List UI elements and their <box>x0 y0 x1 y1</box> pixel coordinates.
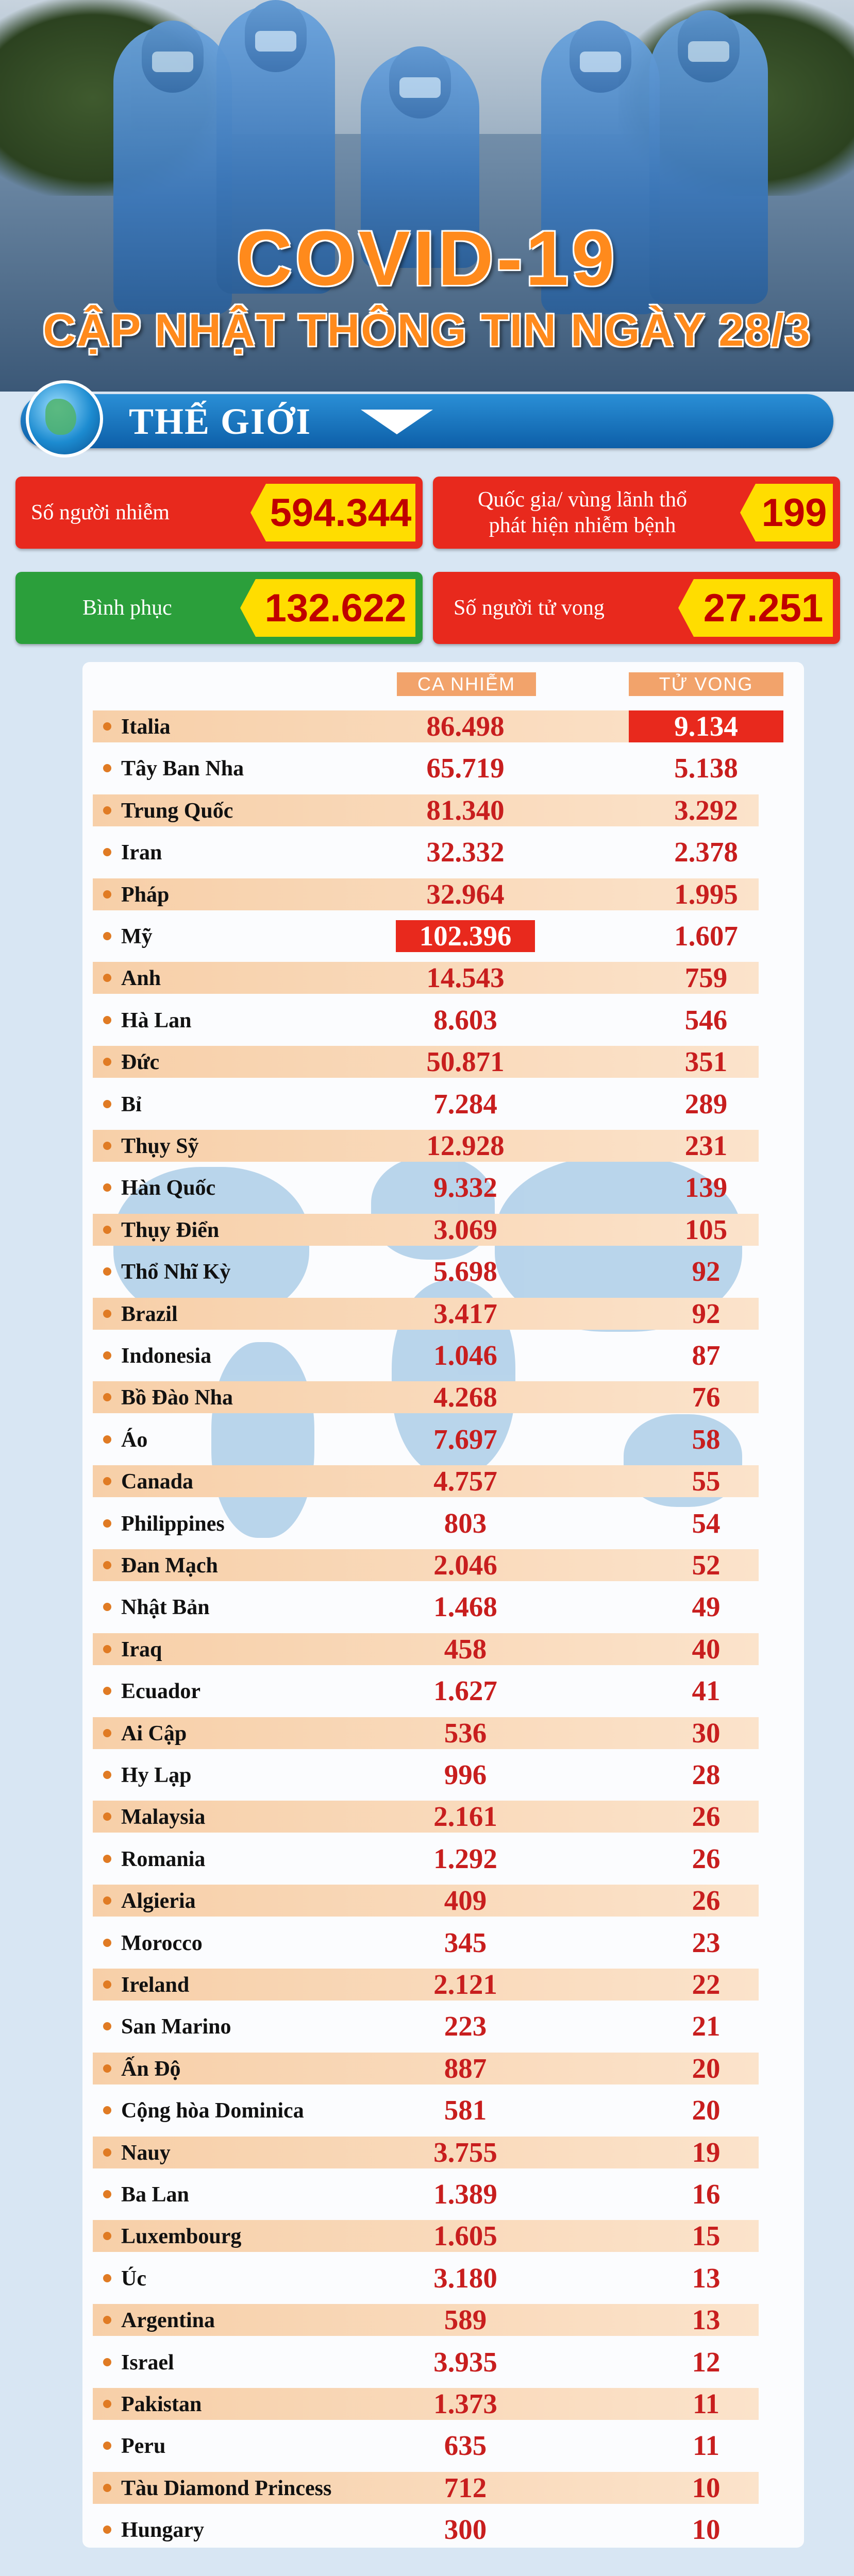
country-name: Hàn Quốc <box>121 1176 216 1200</box>
country-cases: 409 <box>444 1885 487 1917</box>
country-name: Hà Lan <box>121 1008 192 1032</box>
country-name: Úc <box>121 2266 146 2291</box>
table-row <box>93 1337 759 1374</box>
country-name: Ấn Độ <box>121 2057 181 2081</box>
country-name: Italia <box>121 715 171 739</box>
country-cases: 102.396 <box>396 920 535 952</box>
country-cases: 458 <box>444 1633 487 1665</box>
bullet-icon <box>103 1435 111 1444</box>
infected-label: Số người nhiễm <box>31 500 170 524</box>
bullet-icon <box>103 1939 111 1947</box>
country-name: Hy Lạp <box>121 1764 192 1787</box>
country-name: Áo <box>121 1428 148 1452</box>
country-name: Morocco <box>121 1931 203 1955</box>
table-row <box>93 1967 759 2003</box>
country-deaths: 20 <box>692 2094 721 2126</box>
country-cases: 996 <box>444 1759 487 1790</box>
bullet-icon <box>103 1351 111 1360</box>
bullet-icon <box>103 1226 111 1234</box>
country-deaths: 92 <box>692 1256 721 1287</box>
country-deaths: 54 <box>692 1507 721 1539</box>
country-cases: 345 <box>444 1926 487 1958</box>
country-cases: 2.161 <box>433 1801 497 1833</box>
country-name: Malaysia <box>121 1805 206 1829</box>
country-deaths: 546 <box>684 1004 728 1036</box>
chevron-down-icon <box>361 410 433 434</box>
country-deaths: 26 <box>692 1842 721 1874</box>
country-cases: 7.697 <box>433 1423 497 1455</box>
country-name: Đan Mạch <box>121 1554 218 1578</box>
country-deaths: 11 <box>693 2430 719 2462</box>
country-deaths: 11 <box>693 2388 719 2419</box>
table-row <box>93 1253 759 1290</box>
recovered-label: Bình phục <box>82 596 172 620</box>
country-deaths: 289 <box>684 1088 728 1120</box>
table-row <box>93 1715 759 1751</box>
country-cases: 3.180 <box>433 2262 497 2294</box>
bullet-icon <box>103 1771 111 1779</box>
recovered-value: 132.622 <box>256 579 415 637</box>
bullet-icon <box>103 932 111 940</box>
bullet-icon <box>103 1729 111 1737</box>
country-deaths: 23 <box>692 1926 721 1958</box>
page-title: COVID-19 <box>236 215 618 301</box>
table-row <box>93 918 759 954</box>
table-row <box>93 2134 759 2171</box>
table-row <box>93 1547 759 1583</box>
country-cases: 1.605 <box>433 2220 497 2252</box>
bullet-icon <box>103 2400 111 2408</box>
table-row <box>93 2344 759 2380</box>
country-cases: 3.069 <box>433 1213 497 1245</box>
country-name: Anh <box>121 967 161 991</box>
country-name: Trung Quốc <box>121 799 233 823</box>
country-cases: 3.935 <box>433 2346 497 2378</box>
country-deaths: 231 <box>684 1130 728 1161</box>
bullet-icon <box>103 1310 111 1318</box>
country-deaths: 759 <box>684 962 728 994</box>
country-deaths: 52 <box>692 1549 721 1581</box>
table-row <box>93 1841 759 1877</box>
country-deaths: 351 <box>684 1046 728 1078</box>
country-name: Algieria <box>121 1889 196 1913</box>
countries-stat <box>433 477 840 549</box>
country-deaths: 76 <box>692 1381 721 1413</box>
country-cases: 581 <box>444 2094 487 2126</box>
globe-icon <box>26 380 103 457</box>
country-name: Nauy <box>121 2141 171 2165</box>
country-cases: 1.627 <box>433 1675 497 1707</box>
country-cases: 32.332 <box>426 836 505 868</box>
country-name: Bỉ <box>121 1092 142 1116</box>
country-deaths: 13 <box>692 2304 721 2336</box>
country-cases: 5.698 <box>433 1256 497 1287</box>
infected-value: 594.344 <box>266 484 415 541</box>
country-cases: 65.719 <box>426 752 505 784</box>
page-subtitle: CẬP NHẬT THÔNG TIN NGÀY 28/3 <box>43 304 811 355</box>
country-name: Bồ Đào Nha <box>121 1386 233 1410</box>
country-cases: 1.373 <box>433 2388 497 2419</box>
table-row <box>93 1883 759 1919</box>
table-row <box>93 2176 759 2212</box>
country-name: Tây Ban Nha <box>121 757 244 781</box>
countries-label-2: phát hiện nhiễm bệnh <box>489 514 676 537</box>
table-row <box>93 1296 759 1332</box>
country-deaths: 10 <box>692 2471 721 2503</box>
bullet-icon <box>103 2358 111 2366</box>
table-row <box>93 2218 759 2254</box>
country-deaths: 3.292 <box>674 794 738 826</box>
table-row <box>93 1631 759 1667</box>
table-row <box>93 2260 759 2296</box>
country-name: Thụy Điển <box>121 1218 220 1242</box>
country-cases: 4.268 <box>433 1381 497 1413</box>
country-name: Đức <box>121 1050 160 1075</box>
deaths-stat <box>433 572 840 644</box>
country-name: Thổ Nhĩ Kỳ <box>121 1260 231 1284</box>
table-row <box>93 1002 759 1038</box>
table-row <box>93 1086 759 1122</box>
country-deaths: 20 <box>692 2052 721 2084</box>
country-cases: 1.389 <box>433 2178 497 2210</box>
countries-value: 199 <box>756 484 833 541</box>
country-deaths: 105 <box>684 1213 728 1245</box>
country-cases: 86.498 <box>426 710 505 742</box>
bullet-icon <box>103 2064 111 2073</box>
country-cases: 4.757 <box>433 1465 497 1497</box>
table-row <box>93 834 759 870</box>
table-row <box>93 1925 759 1961</box>
country-name: Philippines <box>121 1512 225 1536</box>
country-deaths: 58 <box>692 1423 721 1455</box>
col-header-cases: CA NHIỄM <box>397 672 536 696</box>
country-cases: 3.417 <box>433 1297 497 1329</box>
bullet-icon <box>103 1016 111 1024</box>
table-row <box>93 2302 759 2338</box>
table-row <box>93 1170 759 1206</box>
country-deaths: 12 <box>692 2346 721 2378</box>
country-cases: 223 <box>444 2010 487 2042</box>
bullet-icon <box>103 2148 111 2157</box>
country-deaths: 9.134 <box>629 710 783 742</box>
country-deaths: 21 <box>692 2010 721 2042</box>
country-name: Ireland <box>121 1973 190 1997</box>
table-row <box>93 1673 759 1709</box>
bullet-icon <box>103 1855 111 1863</box>
country-name: Pháp <box>121 883 170 907</box>
country-deaths: 1.995 <box>674 878 738 910</box>
table-row <box>93 876 759 912</box>
table-row <box>93 2512 759 2548</box>
country-deaths: 15 <box>692 2220 721 2252</box>
country-cases: 536 <box>444 1717 487 1749</box>
table-row <box>93 960 759 996</box>
country-cases: 2.121 <box>433 1969 497 2000</box>
bullet-icon <box>103 1980 111 1989</box>
country-name: Israel <box>121 2350 174 2375</box>
country-table <box>82 662 804 2548</box>
country-name: Argentina <box>121 2309 215 2333</box>
bullet-icon <box>103 1519 111 1528</box>
country-deaths: 13 <box>692 2262 721 2294</box>
country-cases: 81.340 <box>426 794 505 826</box>
country-name: Cộng hòa Dominica <box>121 2099 304 2123</box>
countries-label-1: Quốc gia/ vùng lãnh thổ <box>478 487 687 512</box>
country-cases: 12.928 <box>426 1130 505 1161</box>
bullet-icon <box>103 1645 111 1653</box>
country-deaths: 1.607 <box>674 920 738 952</box>
country-deaths: 41 <box>692 1675 721 1707</box>
country-cases: 50.871 <box>426 1046 505 1078</box>
country-deaths: 92 <box>692 1297 721 1329</box>
country-deaths: 26 <box>692 1885 721 1917</box>
country-deaths: 2.378 <box>674 836 738 868</box>
country-name: Ecuador <box>121 1680 201 1704</box>
table-row <box>93 708 759 744</box>
country-cases: 2.046 <box>433 1549 497 1581</box>
table-row <box>93 1212 759 1248</box>
country-deaths: 49 <box>692 1591 721 1623</box>
table-row <box>93 2050 759 2087</box>
country-name: Hungary <box>121 2518 205 2543</box>
country-deaths: 87 <box>692 1340 721 1371</box>
bullet-icon <box>103 2484 111 2492</box>
country-deaths: 139 <box>684 1172 728 1204</box>
bullet-icon <box>103 890 111 899</box>
country-deaths: 22 <box>692 1969 721 2000</box>
table-row <box>93 2008 759 2044</box>
table-row <box>93 2428 759 2464</box>
country-deaths: 26 <box>692 1801 721 1833</box>
table-row <box>93 1589 759 1625</box>
country-deaths: 55 <box>692 1465 721 1497</box>
country-cases: 1.292 <box>433 1842 497 1874</box>
table-row <box>93 2386 759 2422</box>
bullet-icon <box>103 806 111 815</box>
country-deaths: 16 <box>692 2178 721 2210</box>
country-name: Canada <box>121 1470 194 1494</box>
country-cases: 9.332 <box>433 1172 497 1204</box>
country-name: Romania <box>121 1847 206 1871</box>
bullet-icon <box>103 2190 111 2198</box>
table-row <box>93 1463 759 1499</box>
col-header-deaths: TỬ VONG <box>629 672 783 696</box>
country-cases: 712 <box>444 2471 487 2503</box>
bullet-icon <box>103 722 111 731</box>
table-row <box>93 750 759 786</box>
country-name: Luxembourg <box>121 2225 242 2249</box>
deaths-label: Số người tử vong <box>454 596 605 620</box>
country-cases: 1.468 <box>433 1591 497 1623</box>
country-cases: 887 <box>444 2052 487 2084</box>
table-row <box>93 2092 759 2128</box>
country-name: Pakistan <box>121 2393 202 2416</box>
country-cases: 14.543 <box>426 962 505 994</box>
country-name: San Marino <box>121 2015 231 2039</box>
table-row <box>93 1044 759 1080</box>
country-cases: 635 <box>444 2430 487 2462</box>
country-name: Ba Lan <box>121 2183 189 2207</box>
country-name: Brazil <box>121 1302 178 1326</box>
world-section-title: THẾ GIỚI <box>129 401 312 442</box>
country-name: Mỹ <box>121 925 153 948</box>
table-row <box>93 1128 759 1164</box>
infected-stat <box>15 477 423 549</box>
country-deaths: 19 <box>692 2136 721 2168</box>
deaths-value: 27.251 <box>694 579 833 637</box>
recovered-stat <box>15 572 423 644</box>
table-row <box>93 2470 759 2506</box>
bullet-icon <box>103 1561 111 1569</box>
country-deaths: 40 <box>692 1633 721 1665</box>
bullet-icon <box>103 2274 111 2282</box>
country-name: Nhật Bản <box>121 1596 210 1620</box>
bullet-icon <box>103 1142 111 1150</box>
table-row <box>93 1799 759 1835</box>
country-cases: 300 <box>444 2514 487 2546</box>
country-name: Tàu Diamond Princess <box>121 2476 332 2500</box>
table-row <box>93 1379 759 1415</box>
country-deaths: 5.138 <box>674 752 738 784</box>
country-cases: 8.603 <box>433 1004 497 1036</box>
country-cases: 3.755 <box>433 2136 497 2168</box>
country-name: Peru <box>121 2434 166 2459</box>
table-row <box>93 1505 759 1541</box>
country-cases: 1.046 <box>433 1340 497 1371</box>
world-section-bar <box>21 394 833 448</box>
country-deaths: 28 <box>692 1759 721 1790</box>
country-cases: 7.284 <box>433 1088 497 1120</box>
table-row <box>93 1757 759 1793</box>
table-row <box>93 792 759 828</box>
country-name: Thụy Sỹ <box>121 1134 199 1158</box>
country-name: Iraq <box>121 1637 162 1662</box>
country-cases: 803 <box>444 1507 487 1539</box>
country-name: Iran <box>121 841 162 865</box>
table-row <box>93 1421 759 1458</box>
country-cases: 32.964 <box>426 878 505 910</box>
hero-photo <box>0 0 854 392</box>
country-cases: 589 <box>444 2304 487 2336</box>
country-deaths: 30 <box>692 1717 721 1749</box>
bullet-icon <box>103 1100 111 1108</box>
country-deaths: 10 <box>692 2514 721 2546</box>
country-name: Ai Cập <box>121 1721 187 1745</box>
country-name: Indonesia <box>121 1344 212 1368</box>
